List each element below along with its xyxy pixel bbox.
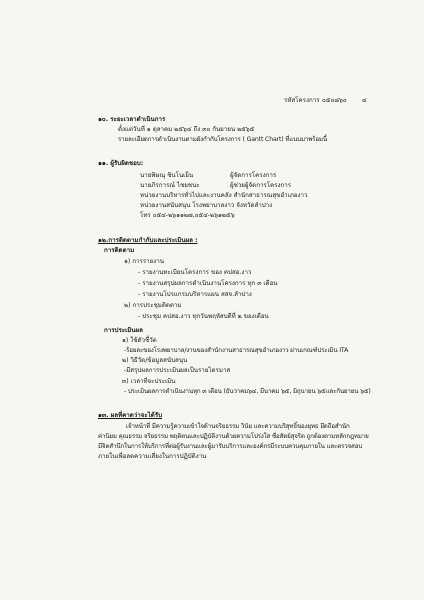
tracking-item-2: ๒) การประชุมติดตาม — [124, 302, 182, 309]
section-10-heading: ๑๐. ระยะเวลาดำเนินการ — [98, 116, 166, 123]
unit-1: หน่วยงานบริหารทั่วไปและงานคลัง สำนักสาธารณสุขอำเภองาว — [140, 192, 308, 199]
evaluation-heading: การประเมินผล — [104, 327, 143, 334]
evaluation-item-2a: -มีสรุปผลการประเมินผลเป็นรายไตรมาส — [124, 367, 231, 374]
section-11-heading: ๑๑. ผู้รับผิดชอบ: — [98, 160, 144, 167]
person-1-role: ผู้จัดการโครงการ — [230, 172, 277, 179]
tracking-item-1a: - รายงานทะเบียนโครงการ ของ คปสอ.งาว — [138, 269, 252, 276]
phone: โทร ๐๕๔-๒๖๑๑๒๗,๐๕๔-๒๖๑๒๕๖ — [140, 212, 235, 219]
evaluation-item-1: ๑) ใช้ตัวชี้วัด — [122, 337, 157, 344]
person-1-name: นายพิษณุ ชินโนเย็น — [140, 172, 194, 179]
project-code-label: รหัสโครงการ — [284, 97, 320, 104]
project-code-value: ๐๕๐๘๖๐ — [322, 97, 347, 104]
section-10-line-1: ตั้งแต่วันที่ ๑ ตุลาคม ๒๕๖๔ ถึง ๓๐ กันยายน ๒๕๖๕ — [118, 126, 255, 133]
tracking-item-1c: - รายงานโปรแกรมบริหารแผน สสจ.ลำปาง — [138, 291, 252, 298]
tracking-item-1: ๑) การรายงาน — [124, 258, 165, 265]
person-2-role: ผู้ช่วยผู้จัดการโครงการ — [230, 182, 292, 189]
tracking-item-1b: - รายงานสรุปผลการดำเนินงานโครงการ ทุก ๓ เดือน — [138, 280, 278, 287]
evaluation-item-3: ๓) เวลาที่จะประเมิน — [122, 378, 176, 385]
person-2-name: นายภิรการณ์ ไชยชนะ — [140, 182, 200, 189]
page-number: ๔ — [362, 97, 367, 104]
unit-2: หน่วยงานสนับสนุน โรงพยาบาลงาว จังหวัดลำปาง — [140, 202, 273, 209]
tracking-item-2a: - ประชุม คปสอ.งาว ทุกวันพฤหัสบดีที่ ๒ ของเดือน — [138, 313, 269, 320]
section-13-heading: ๑๓. ผลที่คาดว่าจะได้รับ — [98, 412, 163, 419]
section-10-line-2: รายละเอียดการดำเนินงานตามผังกำกับโครงการ ( Gantt Chart) ที่แนบมาพร้อมนี้ — [118, 136, 327, 143]
expected-result-line-4: ภายในเพื่อลดความเสี่ยงในการปฏิบัติงาน — [98, 453, 207, 460]
evaluation-item-2: ๒) วิธีวัด/ข้อมูลสนับสนุน — [122, 357, 188, 364]
expected-result-line-2: ค่านิยม คุณธรรม จริยธรรม พฤติตนและปฏิบัติงานด้วยความโปร่งใส ซื่อสัตย์สุจริต ถูกต้องตามหลักกฎหมาย — [98, 433, 369, 440]
evaluation-item-1a: -ร้อยละของโรงพยาบาล/งานของสำนักงานสาธารณสุขอำเภองาว ผ่านเกณฑ์ประเมิน ITA — [124, 347, 349, 354]
expected-result-line-1: เจ้าหน้าที่ มีความรู้ความเข้าใจด้านจริยธรรม วินัย และความบริสุทธิ์ของยุทธ ยึดถือสำนัก — [126, 423, 350, 430]
tracking-heading: การติดตาม — [104, 247, 135, 254]
section-12-heading: ๑๒.การติดตามกำกับและประเมินผล : — [98, 237, 198, 244]
evaluation-item-3a: - ประเมินผลการดำเนินงานทุก ๓ เดือน (ธันวาคม๖๔, มีนาคม ๖๕, มิถุนายน ๖๕และกันยายน ๖๕) — [124, 388, 371, 395]
expected-result-line-3: มีจิตสำนึกในการให้บริการที่ต่อผู้รับงานและผู้มารับบริการและองค์กรมีระบบควบคุมภายใน และตรวจสอบ — [98, 443, 363, 450]
